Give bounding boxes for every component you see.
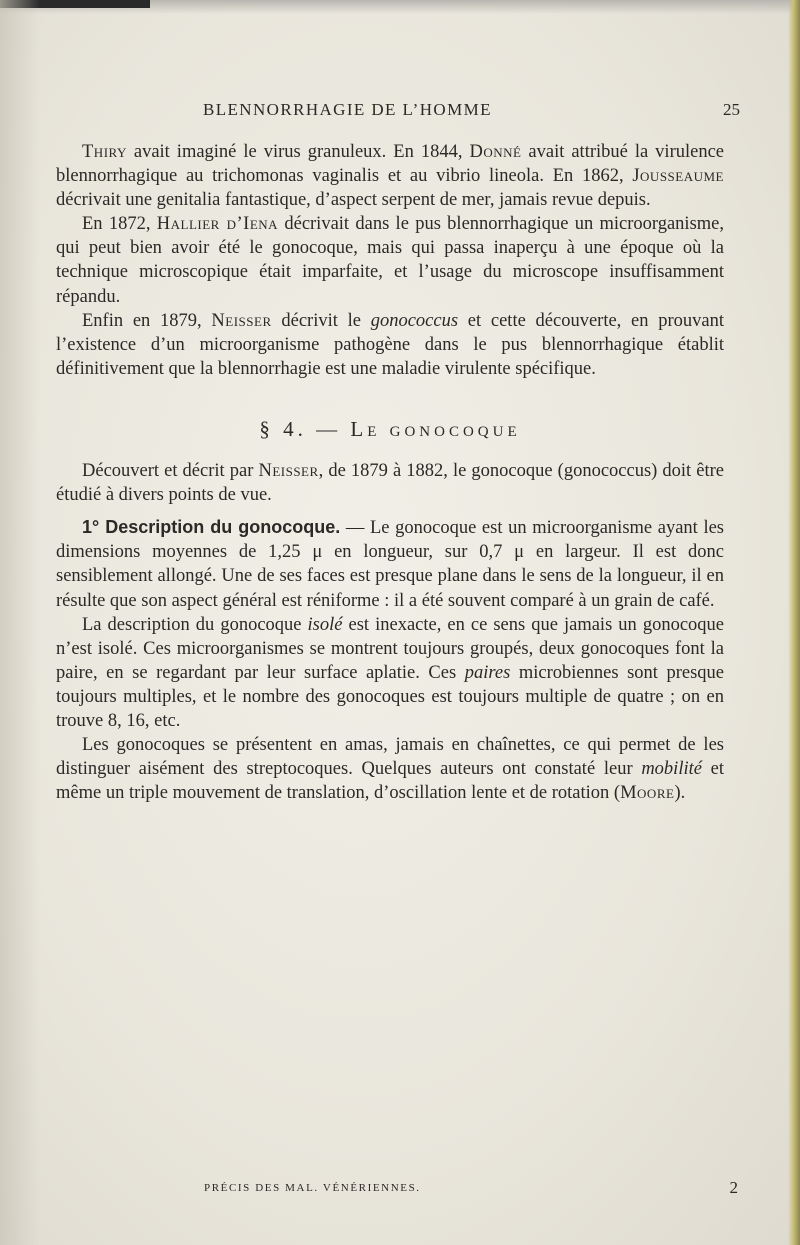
text-run: Les gonocoques se présentent en amas, jamais en chaînettes, ce qui permet de les distinguer aisément des streptocoques. Quelques auteurs ont constaté leur [56,735,724,780]
text-run: Enfin en 1879, [82,310,212,331]
text-run: 1° Description du gonocoque. [82,517,341,538]
text-run: Hallier d’Iena [156,214,279,235]
text-run: , de 1879 à 1882, le gonocoque (gonococcus) doit être étudié à divers points de vue. [56,461,724,506]
text-run: ). [674,783,686,804]
page-footer [140,1180,740,1200]
running-title: BLENNORRHAGIE DE L’HOMME [203,100,492,119]
text-run: En 1872, [82,214,157,235]
scan-left-shadow [0,0,40,1245]
text-run: Thiry [82,142,127,162]
text-run: paires [464,662,511,683]
text-run: gonococcus [370,310,459,331]
paragraph-2 [56,212,724,308]
text-run: isolé [307,614,343,635]
section-number: § 4. [259,416,307,441]
page-edge [788,0,800,1245]
text-run: est inexacte, en ce sens que jamais un gonocoque n’est isolé. Ces microorganismes se montrent toujours groupés, deux gonocoques font la paire, en se regardant par leur surface aplatie. Ces [56,614,725,683]
paragraph-3 [56,309,724,381]
body-text [56,140,724,805]
paragraph-7 [56,733,724,805]
footer-imprint: PRÉCIS DES MAL. VÉNÉRIENNES. [204,1182,421,1194]
text-run: décrivait dans le pus blennorrhagique un microorganisme, qui peut bien avoir été le gonocoque, mais qui passa inaperçu à une époque où la technique microscopique était imparfaite, et l’usage du microscope insuffisamment répandu. [56,214,725,307]
text-run: décrivait une genitalia fantastique, d’aspect serpent de mer, jamais revue depuis. [56,190,651,211]
text-run: Jousseaume [632,166,724,187]
text-run: et cette découverte, en prouvant l’existence d’un microorganisme pathogène dans le pus blennorrhagique établit définitivement que la blennorrhagie est une maladie virulente spécifique. [56,310,725,379]
paragraph-5 [56,515,724,612]
text-run: La description du gonocoque [82,614,308,635]
text-run: avait attribué la virulence blennorrhagique au trichomonas vaginalis et au vibrio lineola. En 1862, [56,142,724,187]
section-heading [56,417,724,441]
text-run: et même un triple mouvement de translation, d’oscillation lente et de rotation ( [56,759,724,804]
text-run: Moore [620,783,675,804]
text-run: avait imaginé le virus granuleux. En 1844, [126,142,470,162]
paragraph-6 [56,613,724,733]
text-run: mobilité [641,759,702,780]
text-run: Donné [469,142,522,162]
signature-mark: 2 [729,1178,738,1197]
section-title: Le gonocoque [350,416,521,441]
text-run: décrivit le [271,310,371,331]
text-run: Neisser [211,310,272,331]
text-run: microbiennes sont presque toujours multiples, et le nombre des gonocoques est toujours multiple de quatre ; on en trouve 8, 16, etc. [56,662,724,731]
text-run: Neisser [258,461,319,482]
paragraph-4 [56,459,724,507]
page-header [140,100,740,124]
text-run: — Le gonocoque est un microorganisme ayant les dimensions moyennes de 1,25 μ en longueur, sur 0,7 μ en largeur. Il est donc sensiblement allongé. Une de ses faces est presque plane dans le sens de la longueur, il en résulte que son aspect général est réniforme : il a été souvent comparé à un grain de café. [56,518,724,611]
text-run: Découvert et décrit par [82,461,259,482]
paragraph-1 [56,140,724,212]
section-dash: — [316,416,342,441]
page-number: 25 [723,100,740,119]
